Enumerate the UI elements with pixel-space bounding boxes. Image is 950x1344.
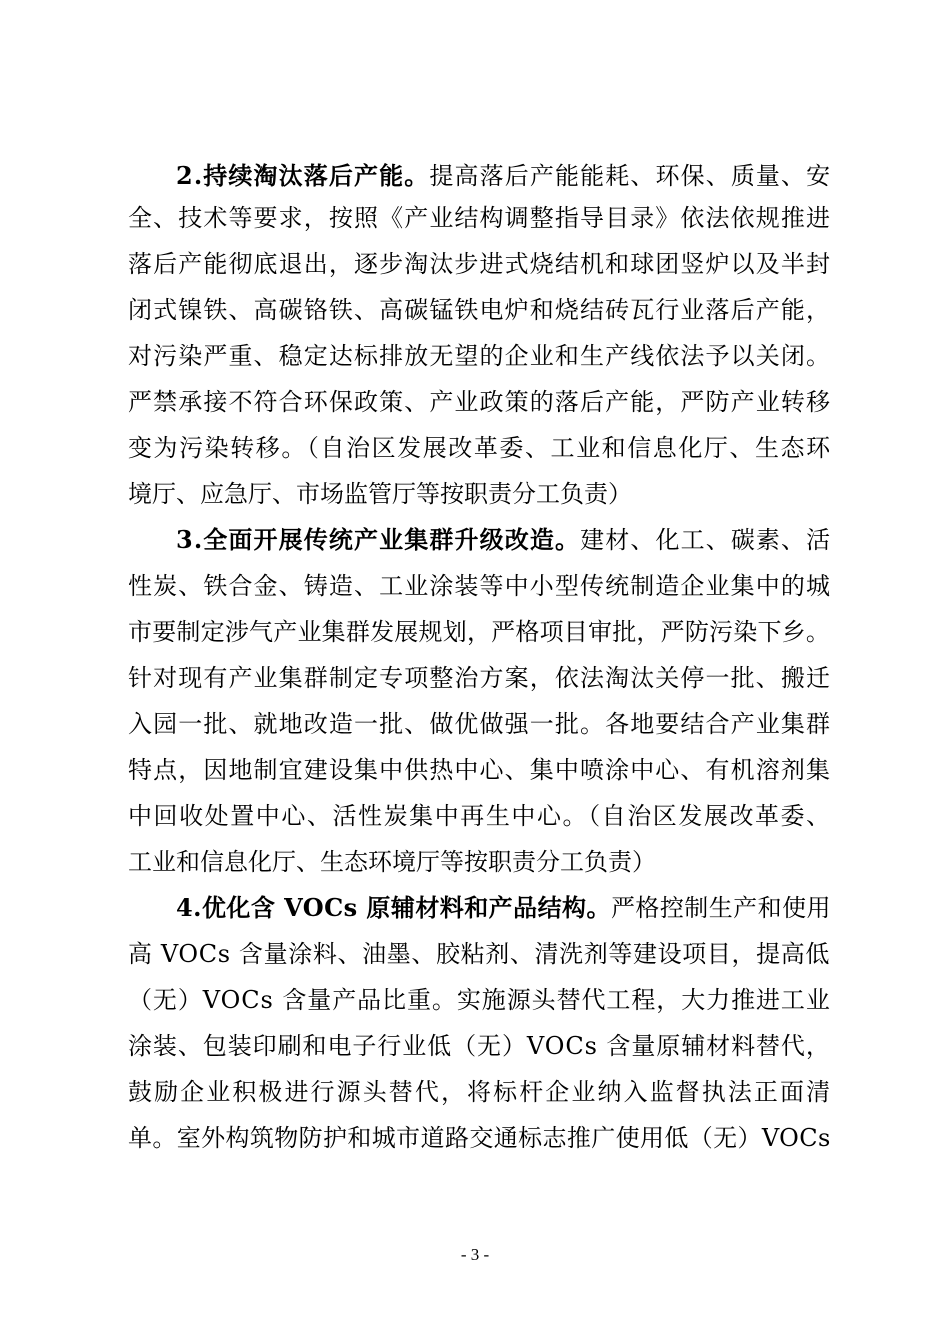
text-line [128, 479, 632, 509]
text-run: 工业和信息化厅、生态环境厅等按职责分工负责） [128, 848, 656, 876]
section-heading: 4.优化含 VOCs 原辅材料和产品结构。 [176, 893, 611, 922]
text-line [128, 847, 656, 877]
text-run: 涂装、包装印刷和电子行业低（无）VOCs 含量原辅材料替代， [128, 1032, 831, 1060]
text-line [128, 939, 830, 969]
text-line [128, 985, 831, 1015]
text-line [128, 433, 832, 463]
text-run: 全、技术等要求，按照《产业结构调整指导目录》依法依规推进 [128, 204, 832, 232]
text-line [176, 893, 831, 923]
text-run: 境厅、应急厅、市场监管厅等按职责分工负责） [128, 480, 632, 508]
text-line [128, 663, 831, 693]
text-line [128, 1123, 831, 1153]
section-heading: 3.全面开展传统产业集群升级改造。 [176, 525, 581, 554]
text-line [128, 1031, 831, 1061]
text-run: 鼓励企业积极进行源头替代，将标杆企业纳入监督执法正面清 [128, 1078, 833, 1106]
text-line [128, 571, 831, 601]
text-line [128, 1077, 832, 1107]
text-run: 严禁承接不符合环保政策、产业政策的落后产能，严防产业转移 [128, 388, 832, 416]
text-run: 严格控制生产和使用 [610, 894, 831, 922]
text-line [128, 801, 832, 831]
text-line [128, 387, 831, 417]
text-run: 高 VOCs 含量涂料、油墨、胶粘剂、清洗剂等建设项目，提高低 [128, 940, 831, 968]
text-run: （无）VOCs 含量产品比重。实施源头替代工程，大力推进工业 [128, 986, 831, 1014]
text-run: 入园一批、就地改造一批、做优做强一批。各地要结合产业集群 [128, 710, 832, 738]
text-run: 中回收处置中心、活性炭集中再生中心。（自治区发展改革委、 [128, 802, 832, 830]
text-run: 针对现有产业集群制定专项整治方案，依法淘汰关停一批、搬迁 [128, 664, 832, 692]
text-line [176, 161, 831, 191]
text-run: 对污染严重、稳定达标排放无望的企业和生产线依法予以关闭。 [128, 342, 832, 370]
text-line [128, 709, 831, 739]
text-run: 建材、化工、碳素、活 [580, 526, 832, 554]
text-line [128, 249, 831, 279]
page-number: - 3 - [460, 1245, 490, 1264]
text-run: 闭式镍铁、高碳铬铁、高碳锰铁电炉和烧结砖瓦行业落后产能， [128, 296, 832, 324]
text-run: 提高落后产能能耗、环保、质量、安 [429, 162, 832, 190]
text-run: 落后产能彻底退出，逐步淘汰步进式烧结机和球团竖炉以及半封 [128, 250, 832, 278]
text-line [128, 755, 831, 785]
text-run: 性炭、铁合金、铸造、工业涂装等中小型传统制造企业集中的城 [128, 572, 832, 600]
text-line [176, 525, 831, 555]
text-run: 单。室外构筑物防护和城市道路交通标志推广使用低（无）VOCs [128, 1124, 831, 1152]
text-line [128, 203, 831, 233]
text-line [128, 341, 831, 371]
text-line [128, 295, 831, 325]
text-line [128, 617, 830, 647]
section-heading: 2.持续淘汰落后产能。 [176, 161, 430, 190]
text-run: 变为污染转移。（自治区发展改革委、工业和信息化厅、生态环 [128, 434, 832, 462]
text-run: 市要制定涉气产业集群发展规划，严格项目审批，严防污染下乡。 [128, 618, 831, 646]
text-run: 特点，因地制宜建设集中供热中心、集中喷涂中心、有机溶剂集 [128, 756, 832, 784]
